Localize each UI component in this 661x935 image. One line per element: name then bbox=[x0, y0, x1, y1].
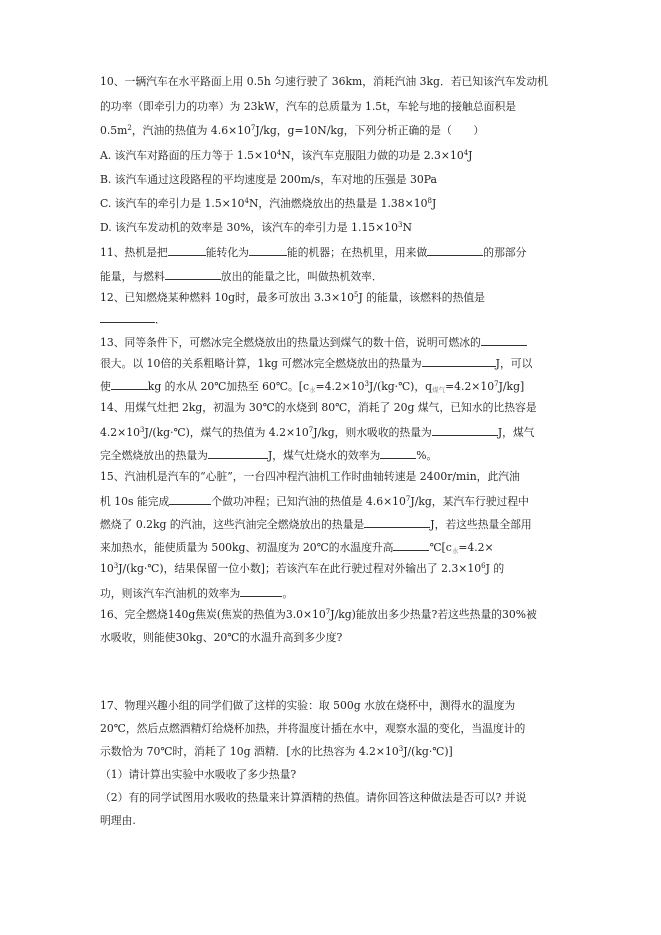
answer-blank[interactable] bbox=[168, 244, 206, 256]
q15-text: J/kg，某汽车行驶过程中 bbox=[410, 495, 529, 508]
q12-line-2 bbox=[100, 311, 166, 327]
superscript: 5 bbox=[353, 291, 359, 299]
q13-line-1 bbox=[100, 334, 527, 350]
q17-line-2 bbox=[100, 722, 525, 736]
q10-line-2 bbox=[100, 100, 516, 114]
superscript: 3 bbox=[113, 562, 119, 570]
answer-blank[interactable] bbox=[165, 268, 221, 280]
q10-option-d bbox=[100, 221, 412, 235]
option-text: N，该汽车克服阻力做的功是 2.3×10 bbox=[281, 149, 464, 162]
q13-text: 13、同等条件下，可燃冰完全燃烧放出的热量达到煤气的数十倍，说明可燃冰的 bbox=[100, 336, 481, 349]
superscript: 2 bbox=[127, 124, 132, 132]
superscript: 3 bbox=[364, 380, 370, 388]
superscript: 4 bbox=[276, 149, 282, 157]
q14-text: J，煤气 bbox=[497, 426, 535, 439]
q11-line-1 bbox=[100, 244, 526, 260]
option-text: A. 该汽车对路面的压力等于 1.5×10 bbox=[100, 149, 277, 162]
answer-blank[interactable] bbox=[364, 516, 430, 528]
answer-blank[interactable] bbox=[249, 244, 287, 256]
answer-blank[interactable] bbox=[208, 447, 268, 459]
q12-text: J 的能量，该燃料的热值是 bbox=[358, 291, 485, 304]
q13-text: =4.2×10 bbox=[445, 380, 495, 393]
option-text: C. 该汽车的牵引力是 1.5×10 bbox=[100, 197, 245, 210]
q10-line-3 bbox=[100, 124, 484, 138]
q15-text: 功，则该汽车汽油机的效率为 bbox=[100, 587, 241, 600]
superscript: 7 bbox=[494, 380, 499, 388]
q15-line-1 bbox=[100, 470, 520, 484]
q16-line-2 bbox=[100, 631, 342, 645]
q17-text: 示数恰为 70℃时，消耗了 10g 酒精．[水的比热容为 4.2×10 bbox=[100, 745, 399, 758]
q15-text: 15、汽油机是汽车的“心脏”，一台四冲程汽油机工作时曲轴转速是 2400r/min，此汽油 bbox=[100, 470, 520, 483]
subscript: 水 bbox=[309, 386, 316, 394]
q15-text: 个做功冲程；已知汽油的热值是 4.6×10 bbox=[211, 495, 406, 508]
q11-text: 的那部分 bbox=[483, 246, 527, 259]
q14-text: 14、用煤气灶把 2kg，初温为 30℃的水烧到 80℃，消耗了 20g 煤气，已知水的比热容是 bbox=[100, 401, 537, 414]
superscript: 4 bbox=[463, 149, 469, 157]
superscript: 3 bbox=[398, 745, 404, 753]
q13-line-2 bbox=[100, 355, 532, 371]
q12-text: ． bbox=[155, 313, 166, 326]
q15-text: J/(kg·℃)，结果保留一位小数]；若该汽车在此行驶过程对外输出了 2.3×10 bbox=[118, 562, 482, 575]
q13-text: 很大。以 10倍的关系粗略计算，1kg 可燃冰完全燃烧放出的热量为 bbox=[100, 357, 422, 370]
q15-line-3 bbox=[100, 516, 532, 532]
q14-text: J/(kg·℃)，煤气的热值为 4.2×10 bbox=[144, 426, 309, 439]
q10-line-1 bbox=[100, 75, 548, 89]
q11-text: 能的机器；在热机里，用来做 bbox=[286, 246, 428, 259]
q13-text: 使 bbox=[100, 380, 111, 393]
q13-line-3 bbox=[100, 378, 524, 394]
q15-line-2 bbox=[100, 493, 529, 509]
subscript: 煤气 bbox=[432, 386, 446, 394]
q13-text: J/(kg·℃)，q bbox=[369, 380, 433, 393]
q11-text: 11、热机是把 bbox=[100, 246, 168, 259]
answer-blank[interactable] bbox=[111, 378, 148, 390]
q14-text: 4.2×10 bbox=[100, 426, 140, 439]
q14-text: J，煤气灶烧水的效率为 bbox=[267, 449, 381, 462]
superscript: 7 bbox=[405, 495, 411, 503]
q15-text: 10 bbox=[100, 562, 114, 575]
q16-line-1 bbox=[100, 608, 537, 622]
q10-text: 10、一辆汽车在水平路面上用 0.5h 匀速行驶了 36km，消耗汽油 3kg．若已知该汽车发动机 bbox=[100, 75, 548, 88]
superscript: 3 bbox=[397, 221, 403, 229]
q15-text: J 的 bbox=[485, 562, 505, 575]
option-text: B. 该汽车通过这段路程的平均速度是 200m/s，车对地的压强是 30Pa bbox=[100, 173, 437, 186]
option-text: N，汽油燃烧放出的热量是 1.38×10 bbox=[248, 197, 428, 210]
q13-text: J/kg] bbox=[498, 380, 525, 393]
q10-text: 0.5m bbox=[100, 124, 128, 137]
q17-text: 20℃，然后点燃酒精灯给烧杯加热，并将温度计插在水中，观察水温的变化，当温度计的 bbox=[100, 722, 526, 735]
q10-text: ，汽油的热值为 4.6×10 bbox=[131, 124, 251, 137]
q11-text: 能量，与燃料 bbox=[100, 270, 165, 283]
q14-line-1 bbox=[100, 401, 537, 415]
superscript: 6 bbox=[481, 562, 486, 570]
answer-blank[interactable] bbox=[393, 539, 429, 551]
answer-blank[interactable] bbox=[481, 334, 527, 346]
subscript: 水 bbox=[451, 547, 459, 555]
q15-text: 燃烧了 0.2kg 的汽油，这些汽油完全燃烧放出的热量是 bbox=[100, 518, 365, 531]
q15-text: 。 bbox=[282, 587, 294, 600]
answer-blank[interactable] bbox=[240, 585, 282, 597]
q13-text: J，可以 bbox=[495, 357, 533, 370]
answer-blank[interactable] bbox=[422, 355, 496, 367]
q11-text: 能转化为 bbox=[205, 246, 249, 259]
answer-blank[interactable] bbox=[169, 493, 211, 505]
q10-option-a bbox=[100, 149, 473, 163]
q11-line-2 bbox=[100, 268, 383, 284]
q15-text: J，若这些热量全部用 bbox=[430, 518, 532, 531]
q17-line-1 bbox=[100, 699, 515, 713]
q13-text: =4.2×10 bbox=[315, 380, 365, 393]
superscript: 7 bbox=[250, 124, 256, 132]
q17-sub-1 bbox=[100, 768, 296, 782]
q10-option-b bbox=[100, 173, 437, 187]
superscript: 4 bbox=[244, 197, 249, 205]
q10-text: 的功率（即牵引力的功率）为 23kW，汽车的总质量为 1.5t，车轮与地的接触总面积是 bbox=[100, 100, 517, 113]
q17-line-3 bbox=[100, 745, 453, 759]
q14-text: 完全燃烧放出的热量为 bbox=[100, 449, 208, 462]
superscript: 7 bbox=[308, 426, 314, 434]
option-text: N bbox=[402, 221, 412, 234]
option-text: J bbox=[431, 197, 437, 210]
superscript: 8 bbox=[427, 197, 432, 205]
q17-sub-2-cont bbox=[100, 814, 136, 828]
q17-sub-2 bbox=[100, 791, 526, 805]
q15-text: 机 10s 能完成 bbox=[100, 495, 170, 508]
q14-text: %。 bbox=[416, 449, 438, 462]
q10-option-c bbox=[100, 197, 436, 211]
q15-text: ℃[c bbox=[429, 541, 452, 554]
q16-text: J/kg)能放出多少热量?若这些热量的30%被 bbox=[330, 608, 537, 621]
q12-text: 12、已知燃烧某种燃料 10g时，最多可放出 3.3×10 bbox=[100, 291, 354, 304]
q14-line-2 bbox=[100, 424, 535, 440]
q14-text: J/kg，则水吸收的热量为 bbox=[313, 426, 432, 439]
q15-text: =4.2× bbox=[458, 541, 494, 554]
q17-text: J/(kg·℃)] bbox=[403, 745, 453, 758]
q14-line-3 bbox=[100, 447, 437, 463]
option-text: J bbox=[468, 149, 473, 162]
q17-text: 明理由. bbox=[100, 814, 136, 827]
q13-text: kg 的水从 20℃加热至 60℃。[c bbox=[147, 380, 310, 393]
q15-text: 来加热水，能使质量为 500kg、初温度为 20℃的水温度升高 bbox=[100, 541, 394, 554]
q16-text: 16、完全燃烧140g焦炭(焦炭的热值为3.0×10 bbox=[100, 608, 326, 621]
q12-line-1 bbox=[100, 291, 485, 305]
q17-text: （2）有的同学试图用水吸收的热量来计算酒精的热值。请你回答这种做法是否可以? 并说 bbox=[100, 791, 527, 804]
option-text: D. 该汽车发动机的效率是 30%，该汽车的牵引力是 1.15×10 bbox=[100, 221, 398, 234]
q15-line-5 bbox=[100, 562, 504, 576]
answer-blank[interactable] bbox=[432, 424, 498, 436]
answer-blank[interactable] bbox=[380, 447, 416, 459]
answer-blank[interactable] bbox=[100, 311, 155, 323]
q15-line-4 bbox=[100, 539, 494, 555]
q17-text: 17、物理兴趣小组的同学们做了这样的实验：取 500g 水放在烧杯中，测得水的温度为 bbox=[100, 699, 516, 712]
q10-text: J/kg，g=10N/kg，下列分析正确的是（ ） bbox=[255, 124, 485, 137]
answer-blank[interactable] bbox=[427, 244, 483, 256]
q15-line-6 bbox=[100, 585, 293, 601]
q17-text: （1）请计算出实验中水吸收了多少热量? bbox=[100, 768, 297, 781]
q11-text: 放出的能量之比，叫做热机效率． bbox=[220, 270, 383, 283]
q16-text: 水吸收，则能使30kg、20℃的水温升高到多少度? bbox=[100, 631, 343, 644]
superscript: 7 bbox=[325, 608, 331, 616]
superscript: 3 bbox=[139, 426, 145, 434]
